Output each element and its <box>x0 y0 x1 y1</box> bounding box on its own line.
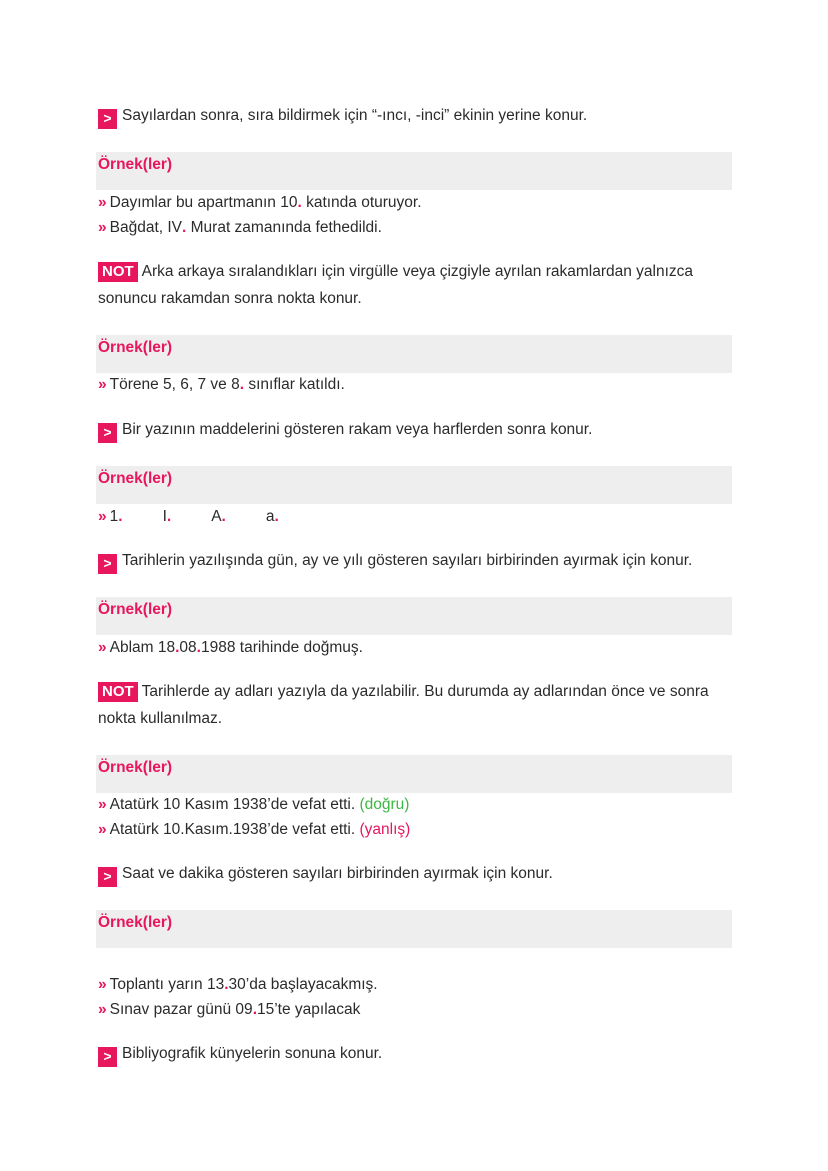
rule-time <box>98 863 553 887</box>
rule-dates <box>98 550 692 574</box>
note-text: Arka arkaya sıralandıkları için virgülle veya çizgiyle ayrılan rakamlardan yalnızca sonuncu rakamdan sonra nokta konur. <box>98 263 694 307</box>
rule-ordinal <box>98 105 587 129</box>
example-line: » 1. I. A. a. <box>98 508 279 525</box>
rule-text: Bibliyografik künyelerin sonuna konur. <box>122 1045 383 1062</box>
note-badge: NOT <box>98 682 138 702</box>
example-title: Örnek(ler) <box>98 759 173 776</box>
note-badge: NOT <box>98 262 138 282</box>
example-line: » Ablam 18.08.1988 tarihinde doğmuş. <box>98 639 363 656</box>
chevron-right-icon: > <box>98 109 117 129</box>
example-line: » Bağdat, IV. Murat zamanında fethedildi. <box>98 219 382 236</box>
chevron-right-icon: > <box>98 423 117 443</box>
example-line: » Atatürk 10.Kasım.1938’de vefat etti. (yanlış) <box>98 821 411 838</box>
example-title: Örnek(ler) <box>98 601 173 618</box>
rule-text: Saat ve dakika gösteren sayıları birbirinden ayırmak için konur. <box>122 865 553 882</box>
example-box <box>96 152 732 190</box>
example-box <box>96 910 732 948</box>
example-line: » Sınav pazar günü 09.15’te yapılacak <box>98 1001 361 1018</box>
rule-text: Sayılardan sonra, sıra bildirmek için “-ıncı, -inci” ekinin yerine konur. <box>122 107 588 124</box>
example-line: » Törene 5, 6, 7 ve 8. sınıflar katıldı. <box>98 376 345 393</box>
bullet-icon: » <box>98 796 107 813</box>
note-block <box>98 678 738 732</box>
example-title: Örnek(ler) <box>98 470 173 487</box>
rule-text: Bir yazının maddelerini gösteren rakam veya harflerden sonra konur. <box>122 421 593 438</box>
bullet-icon: » <box>98 976 107 993</box>
bullet-icon: » <box>98 194 107 211</box>
note-block <box>98 258 738 312</box>
example-line: » Toplantı yarın 13.30’da başlayacakmış. <box>98 976 378 993</box>
chevron-right-icon: > <box>98 554 117 574</box>
wrong-tag: (yanlış) <box>359 821 411 838</box>
example-box <box>96 755 732 793</box>
note-text: Tarihlerde ay adları yazıyla da yazılabilir. Bu durumda ay adlarından önce ve sonra nokta kullanılmaz. <box>98 683 709 727</box>
rule-list-items <box>98 419 592 443</box>
bullet-icon: » <box>98 376 107 393</box>
example-title: Örnek(ler) <box>98 156 173 173</box>
correct-tag: (doğru) <box>359 796 410 813</box>
bullet-icon: » <box>98 219 107 236</box>
example-title: Örnek(ler) <box>98 339 173 356</box>
chevron-right-icon: > <box>98 1047 117 1067</box>
rule-text: Tarihlerin yazılışında gün, ay ve yılı gösteren sayıları birbirinden ayırmak için konur. <box>122 552 693 569</box>
example-box <box>96 466 732 504</box>
bullet-icon: » <box>98 1001 107 1018</box>
example-title: Örnek(ler) <box>98 914 173 931</box>
bullet-icon: » <box>98 639 107 656</box>
bullet-icon: » <box>98 508 107 525</box>
rule-bibliography <box>98 1043 382 1067</box>
chevron-right-icon: > <box>98 867 117 887</box>
example-line: » Atatürk 10 Kasım 1938’de vefat etti. (doğru) <box>98 796 410 813</box>
example-box <box>96 597 732 635</box>
example-box <box>96 335 732 373</box>
bullet-icon: » <box>98 821 107 838</box>
example-line: » Dayımlar bu apartmanın 10. katında oturuyor. <box>98 194 422 211</box>
